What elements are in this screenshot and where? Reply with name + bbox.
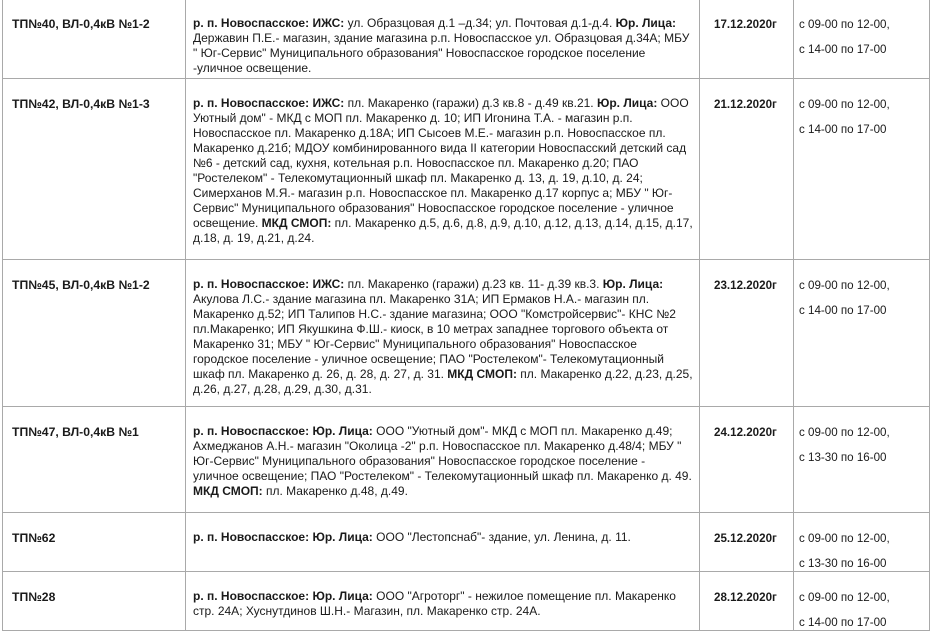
addresses-cell — [186, 513, 700, 572]
addresses-cell — [186, 572, 700, 631]
substation-cell — [3, 572, 186, 631]
outage-date: 24.12.2020г — [714, 426, 777, 439]
address-label: Юр. Лица: — [312, 530, 373, 544]
addresses-cell — [186, 79, 700, 260]
addresses-cell — [186, 260, 700, 407]
table-body — [3, 0, 930, 631]
address-label: р. п. Новоспасское: — [193, 16, 313, 30]
address-label: ИЖС: — [312, 16, 345, 30]
table-row — [3, 79, 930, 260]
time-interval-2: с 14-00 по 17-00 — [799, 123, 887, 136]
addresses-cell — [186, 0, 700, 79]
address-text: ООО "Агроторг" - нежилое помещение пл. Макаренко стр. 24А; Хуснутдинов Ш.Н.- Магазин, пл. Макаренко стр. 24А. — [193, 589, 676, 618]
substation-cell — [3, 513, 186, 572]
address-text: пл. Макаренко (гаражи) д.23 кв. 11- д.39 кв.3. — [344, 277, 603, 291]
address-label: ИЖС: — [312, 96, 345, 110]
time-interval-1: с 09-00 по 12-00, — [799, 426, 890, 439]
substation-name: ТП№42, ВЛ-0,4кВ №1-3 — [12, 97, 150, 111]
address-label: ИЖС: — [312, 277, 345, 291]
date-cell — [700, 79, 794, 260]
table-row — [3, 260, 930, 407]
time-cell — [794, 407, 930, 513]
time-interval-1: с 09-00 по 12-00, — [799, 279, 890, 292]
time-cell — [794, 572, 930, 631]
outage-date: 23.12.2020г — [714, 279, 777, 292]
address-label: МКД СМОП: — [447, 367, 517, 381]
address-label: р. п. Новоспасское: — [193, 530, 313, 544]
outage-schedule-table — [2, 0, 930, 631]
time-interval-2: с 14-00 по 17-00 — [799, 43, 887, 56]
address-label: МКД СМОП: — [193, 484, 263, 498]
outage-date: 17.12.2020г — [714, 18, 777, 31]
date-cell — [700, 260, 794, 407]
address-text: Державин П.Е.- магазин, здание магазина р.п. Новоспасское ул. Образцовая д.34А; МБУ " Юг-Сервис" Муниципального образования" Новоспасское городское поселение -уличное освещение. — [193, 31, 690, 75]
address-label: Юр. Лица: — [596, 96, 658, 110]
address-text: ООО Уютный дом" - МКД с МОП пл. Макаренко д. 10; ИП Игонина Т.А. - магазин р.п. Новоспасское пл. Макаренко д.18А; ИП Сысоев М.Е.- магазин р.п. Новоспасское пл. Макаренко д.21б; МДОУ комбинированного вида II категории Новоспасский детский сад №6 - детский сад, кухня, котельная р.п. Новоспасское пл. Макаренко д.20; ПАО "Ростелеком" - Телекомутационный шкаф пл. Макаренко д. 13, д. 19, д.10, д. 24; Симерханов М.Я.- магазин р.п. Новоспасское пл. Макаренко д.17 корпус а; МБУ " Юг-Сервис" Муниципального образования" Новоспасское городское поселение - уличное освещение. — [193, 96, 689, 230]
substation-cell — [3, 0, 186, 79]
address-label: Юр. Лица: — [615, 16, 677, 30]
time-interval-2: с 13-30 по 16-00 — [799, 451, 887, 464]
time-interval-1: с 09-00 по 12-00, — [799, 98, 890, 111]
address-text: ул. Образцовая д.1 –д.34; ул. Почтовая д.1-д.4. — [344, 16, 616, 30]
address-text: пл. Макаренко д.48, д.49. — [262, 484, 408, 498]
address-text: пл. Макаренко д.22, д.23, д.25, д.26, д.27, д.28, д.29, д.30, д.31. — [193, 367, 693, 396]
date-cell — [700, 407, 794, 513]
time-cell — [794, 260, 930, 407]
address-text: пл. Макаренко (гаражи) д.3 кв.8 - д.49 кв.21. — [344, 96, 597, 110]
substation-name: ТП№40, ВЛ-0,4кВ №1-2 — [12, 17, 150, 31]
time-cell — [794, 79, 930, 260]
substation-name: ТП№62 — [12, 531, 56, 545]
address-text: Акулова Л.С.- здание магазина пл. Макаренко 31А; ИП Ермаков Н.А.- магазин пл. Макаренко д.52; ИП Талипов Н.С.- здание магазина; ООО "Комстройсервис"- КНС №2 пл.Макаренко; ИП Якушкина Ф.Ш.- киоск, в 10 метрах западнее торгового объекта от Макаренко 31; МБУ " Юг-Сервис" Муниципального образования" Новоспасское городское поселение - уличное освещение; ПАО "Ростелеком"- Телекомутационный шкаф пл. Макаренко д. 26, д. 28, д. 27, д. 31. — [193, 292, 676, 381]
outage-date: 25.12.2020г — [714, 532, 777, 545]
address-label: р. п. Новоспасское: — [193, 277, 313, 291]
substation-cell — [3, 260, 186, 407]
address-label: Юр. Лица: — [312, 589, 373, 603]
address-label: р. п. Новоспасское: — [193, 424, 313, 438]
table-row — [3, 572, 930, 631]
date-cell — [700, 0, 794, 79]
substation-name: ТП№45, ВЛ-0,4кВ №1-2 — [12, 278, 150, 292]
time-interval-2: с 14-00 по 17-00 — [799, 616, 887, 629]
substation-name: ТП№28 — [12, 590, 56, 604]
date-cell — [700, 513, 794, 572]
date-cell — [700, 572, 794, 631]
address-label: МКД СМОП: — [261, 216, 332, 230]
time-interval-1: с 09-00 по 12-00, — [799, 532, 890, 545]
time-interval-2: с 13-30 по 16-00 — [799, 557, 887, 570]
addresses-cell — [186, 407, 700, 513]
address-text: ООО "Уютный дом"- МКД с МОП пл. Макаренко д.49; Ахмеджанов А.Н.- магазин "Околица -2" р.п. Новоспасское пл. Макаренко д.48/4; МБУ " Юг-Сервис" Муниципального образования" Новоспасское городское поселение - уличное освещение; ПАО "Ростелеком" - Телекомутационный шкаф пл. Макаренко д. 49. — [193, 424, 692, 483]
time-interval-1: с 09-00 по 12-00, — [799, 18, 890, 31]
time-cell — [794, 513, 930, 572]
address-label: р. п. Новоспасское: — [193, 589, 313, 603]
time-interval-1: с 09-00 по 12-00, — [799, 591, 890, 604]
outage-date: 21.12.2020г — [714, 98, 777, 111]
address-label: р. п. Новоспасское: — [193, 96, 313, 110]
address-label: Юр. Лица: — [602, 277, 664, 291]
substation-cell — [3, 79, 186, 260]
time-cell — [794, 0, 930, 79]
address-text: пл. Макаренко д.5, д.6, д.8, д.9, д.10, д.12, д.13, д.14, д.15, д.17, д.18, д. 19, д.21, д.24. — [193, 216, 693, 245]
table-row — [3, 407, 930, 513]
address-text: ООО "Лестопснаб"- здание, ул. Ленина, д. 11. — [372, 530, 631, 544]
outage-date: 28.12.2020г — [714, 591, 777, 604]
time-interval-2: с 14-00 по 17-00 — [799, 304, 887, 317]
substation-name: ТП№47, ВЛ-0,4кВ №1 — [12, 425, 139, 439]
substation-cell — [3, 407, 186, 513]
table-row — [3, 0, 930, 79]
address-label: Юр. Лица: — [312, 424, 373, 438]
table-row — [3, 513, 930, 572]
